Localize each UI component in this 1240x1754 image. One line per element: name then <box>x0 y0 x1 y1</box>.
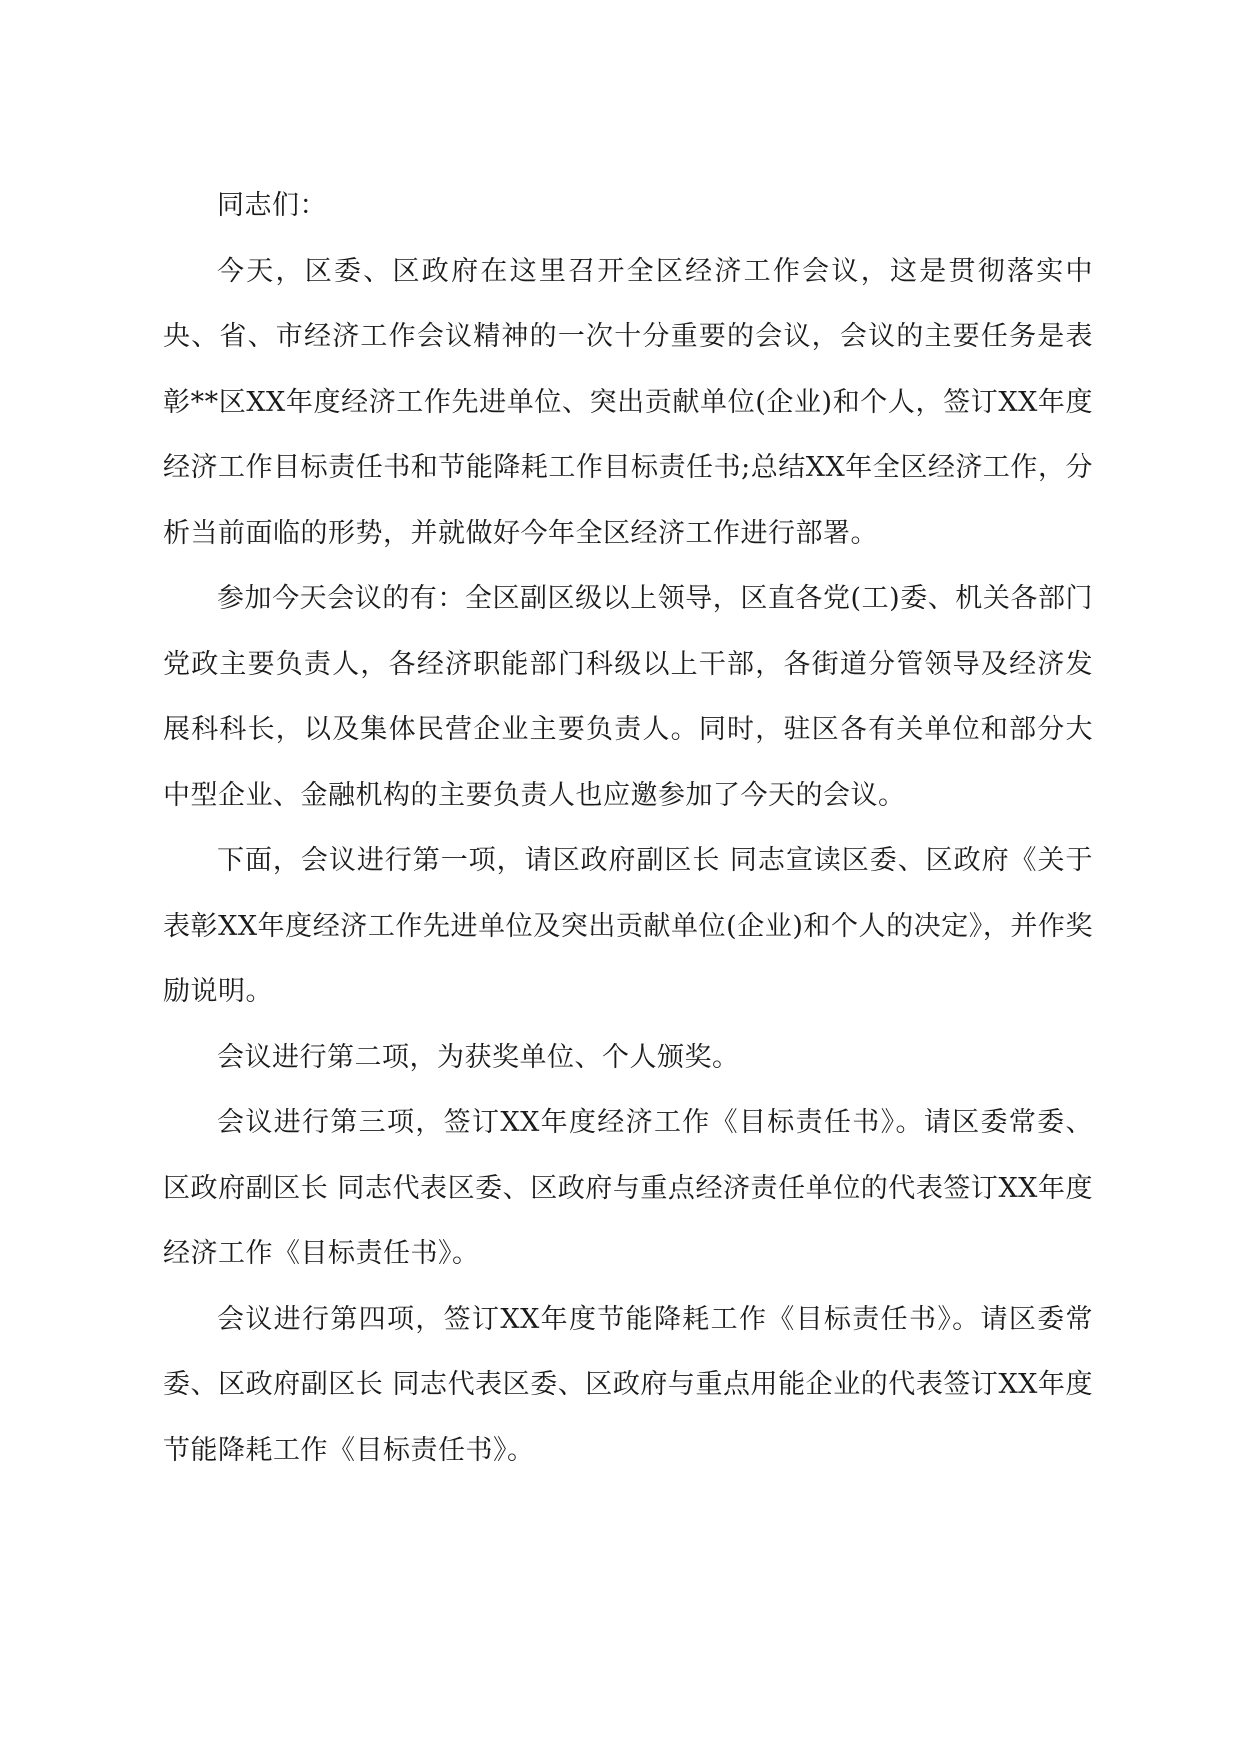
agenda-item-1-paragraph: 下面，会议进行第一项，请区政府副区长 同志宣读区委、区政府《关于表彰XX年度经济工作先进单位及突出贡献单位(企业)和个人的决定》，并作奖励说明。 <box>163 845 1093 1007</box>
document-body <box>163 173 1093 1483</box>
agenda-item-2-paragraph: 会议进行第二项，为获奖单位、个人颁奖。 <box>217 1041 740 1073</box>
attendees-paragraph: 参加今天会议的有：全区副区级以上领导，区直各党(工)委、机关各部门党政主要负责人，各经济职能部门科级以上干部，各街道分管领导及经济发展科科长，以及集体民营企业主要负责人。同时，驻区各有关单位和部分大中型企业、金融机构的主要负责人也应邀参加了今天的会议。 <box>163 583 1093 811</box>
salutation-paragraph: 同志们： <box>217 190 327 221</box>
agenda-item-4-paragraph: 会议进行第四项，签订XX年度节能降耗工作《目标责任书》。请区委常委、区政府副区长 同志代表区委、区政府与重点用能企业的代表签订XX年度节能降耗工作《目标责任书》。 <box>163 1303 1093 1466</box>
intro-paragraph: 今天，区委、区政府在这里召开全区经济工作会议，这是贯彻落实中央、省、市经济工作会议精神的一次十分重要的会议，会议的主要任务是表彰**区XX年度经济工作先进单位、突出贡献单位(企业)和个人，签订XX年度经济工作目标责任书和节能降耗工作目标责任书;总结XX年全区经济工作，分析当前面临的形势，并就做好今年全区经济工作进行部署。 <box>163 255 1093 549</box>
agenda-item-3-paragraph: 会议进行第三项，签订XX年度经济工作《目标责任书》。请区委常委、区政府副区长 同志代表区委、区政府与重点经济责任单位的代表签订XX年度经济工作《目标责任书》。 <box>163 1107 1093 1269</box>
